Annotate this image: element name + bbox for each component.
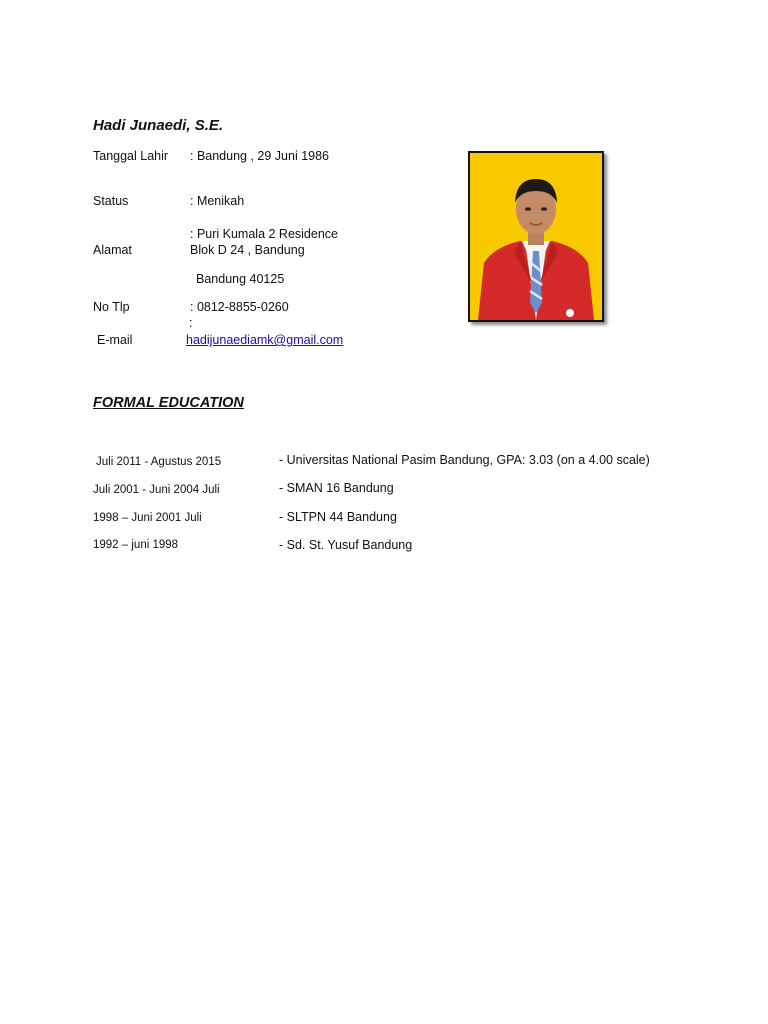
birth-value: : Bandung , 29 Juni 1986: [190, 149, 330, 163]
phone-value: : 0812-8855-0260: [190, 300, 289, 314]
portrait-illustration: [470, 153, 602, 320]
left-eye: [525, 207, 531, 211]
birth-label: Tanggal Lahir: [93, 149, 169, 163]
email-link[interactable]: [186, 333, 352, 347]
profile-photo: [468, 151, 604, 322]
email-value[interactable]: hadijunaediamk@gmail.com: [186, 333, 344, 347]
email-label: E-mail: [97, 333, 133, 347]
lapel-pin: [566, 309, 574, 317]
address-line-2: Blok D 24 , Bandung: [190, 243, 305, 257]
phone-label: No Tlp: [93, 300, 130, 314]
edu-period-1: Juli 2011 - Agustus 2015: [96, 456, 222, 468]
edu-institution-1: - Universitas National Pasim Bandung, GPA: 3.03 (on a 4.00 scale): [279, 453, 650, 467]
status-value: : Menikah: [190, 194, 245, 208]
edu-period-3: 1998 – Juni 2001 Juli: [93, 512, 202, 524]
address-line-1: : Puri Kumala 2 Residence: [190, 227, 338, 241]
address-line-3: Bandung 40125: [196, 272, 285, 286]
email-colon: :: [189, 316, 193, 330]
edu-institution-4: - Sd. St. Yusuf Bandung: [279, 538, 413, 552]
edu-period-4: 1992 – juni 1998: [93, 539, 179, 551]
right-eye: [541, 207, 547, 211]
section-title-education: FORMAL EDUCATION: [93, 395, 244, 411]
address-label: Alamat: [93, 243, 132, 257]
cv-name: Hadi Junaedi, S.E.: [93, 117, 224, 134]
edu-period-2: Juli 2001 - Juni 2004 Juli: [93, 484, 220, 496]
edu-institution-2: - SMAN 16 Bandung: [279, 481, 394, 495]
status-label: Status: [93, 194, 129, 208]
edu-institution-3: - SLTPN 44 Bandung: [279, 510, 397, 524]
